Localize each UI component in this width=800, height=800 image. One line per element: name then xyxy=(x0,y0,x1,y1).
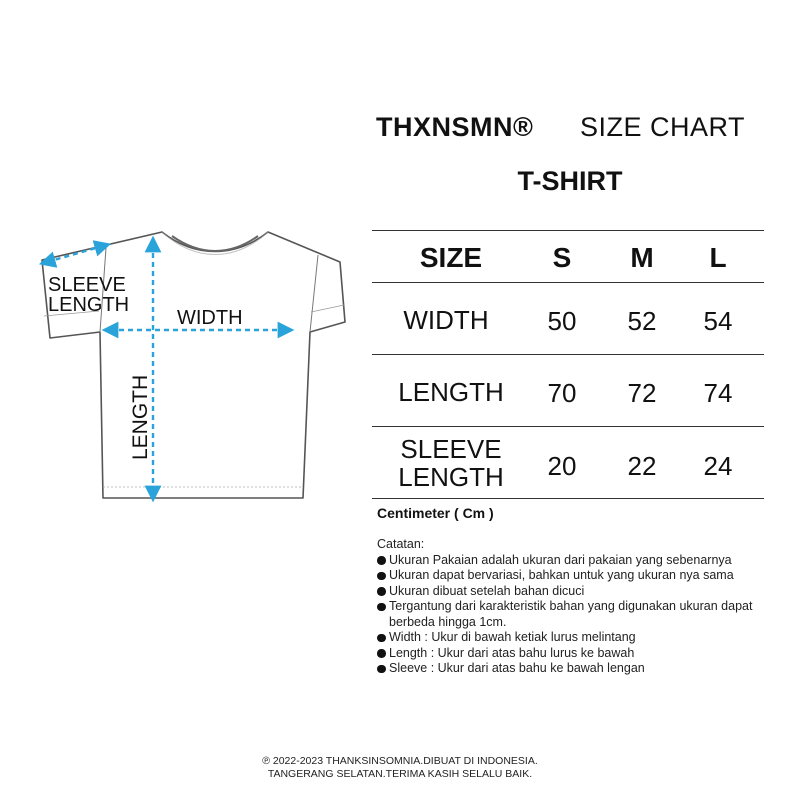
table-rule xyxy=(372,354,764,355)
list-item: Length : Ukur dari atas bahu lurus ke bawah xyxy=(377,646,777,662)
row-label-sleeve-line1: SLEEVE xyxy=(400,434,502,464)
value-sleeve-m: 22 xyxy=(627,451,657,481)
sleeve-label-line1: SLEEVE xyxy=(48,274,126,296)
footer-line2: TANGERANG SELATAN.TERIMA KASIH SELALU BAIK. xyxy=(267,768,533,780)
column-header-s: S xyxy=(552,242,572,273)
column-header-m: M xyxy=(630,242,654,273)
list-item: Ukuran dapat bervariasi, bahkan untuk yang ukuran nya sama xyxy=(377,568,777,584)
list-item: Sleeve : Ukur dari atas bahu ke bawah lengan xyxy=(377,661,777,677)
value-length-s: 70 xyxy=(547,378,577,408)
column-header-l: L xyxy=(709,242,727,273)
size-table xyxy=(372,230,764,500)
list-item: Width : Ukur di bawah ketiak lurus melintang xyxy=(377,630,777,646)
notes xyxy=(377,537,777,677)
list-item: Tergantung dari karakteristik bahan yang digunakan ukuran dapat berbeda hingga 1cm. xyxy=(377,599,774,630)
row-label-length: LENGTH xyxy=(398,377,504,407)
width-label: WIDTH xyxy=(177,307,243,329)
brand-name: THXNSMN® xyxy=(376,112,534,142)
tshirt-diagram xyxy=(0,0,370,520)
table-rule xyxy=(372,498,764,499)
unit-note: Centimeter ( Cm ) xyxy=(377,505,494,521)
header xyxy=(372,112,768,148)
tshirt-outline xyxy=(42,232,345,498)
notes-list xyxy=(377,553,777,677)
list-item: Ukuran Pakaian adalah ukuran dari pakaian yang sebenarnya xyxy=(377,553,777,569)
length-label: LENGTH xyxy=(129,374,152,460)
value-sleeve-s: 20 xyxy=(547,451,577,481)
value-sleeve-l: 24 xyxy=(703,451,733,481)
chart-title: SIZE CHART xyxy=(580,112,746,142)
value-width-s: 50 xyxy=(547,306,577,336)
row-label-width: WIDTH xyxy=(403,305,489,335)
table-rule xyxy=(372,426,764,427)
column-header-size: SIZE xyxy=(419,242,483,273)
footer-line1: ℗ 2022-2023 THANKSINSOMNIA.DIBUAT DI INDONESIA. xyxy=(262,755,538,767)
notes-heading: Catatan: xyxy=(377,537,425,551)
garment-type: T-SHIRT xyxy=(517,166,623,196)
value-length-m: 72 xyxy=(627,378,657,408)
value-width-l: 54 xyxy=(703,306,733,336)
footer xyxy=(200,755,600,781)
value-length-l: 74 xyxy=(703,378,733,408)
row-label-sleeve-line2: LENGTH xyxy=(398,462,504,492)
value-width-m: 52 xyxy=(627,306,657,336)
table-rule xyxy=(372,230,764,231)
sleeve-label-line2: LENGTH xyxy=(48,294,130,316)
table-rule xyxy=(372,282,764,283)
list-item: Ukuran dibuat setelah bahan dicuci xyxy=(377,584,777,600)
